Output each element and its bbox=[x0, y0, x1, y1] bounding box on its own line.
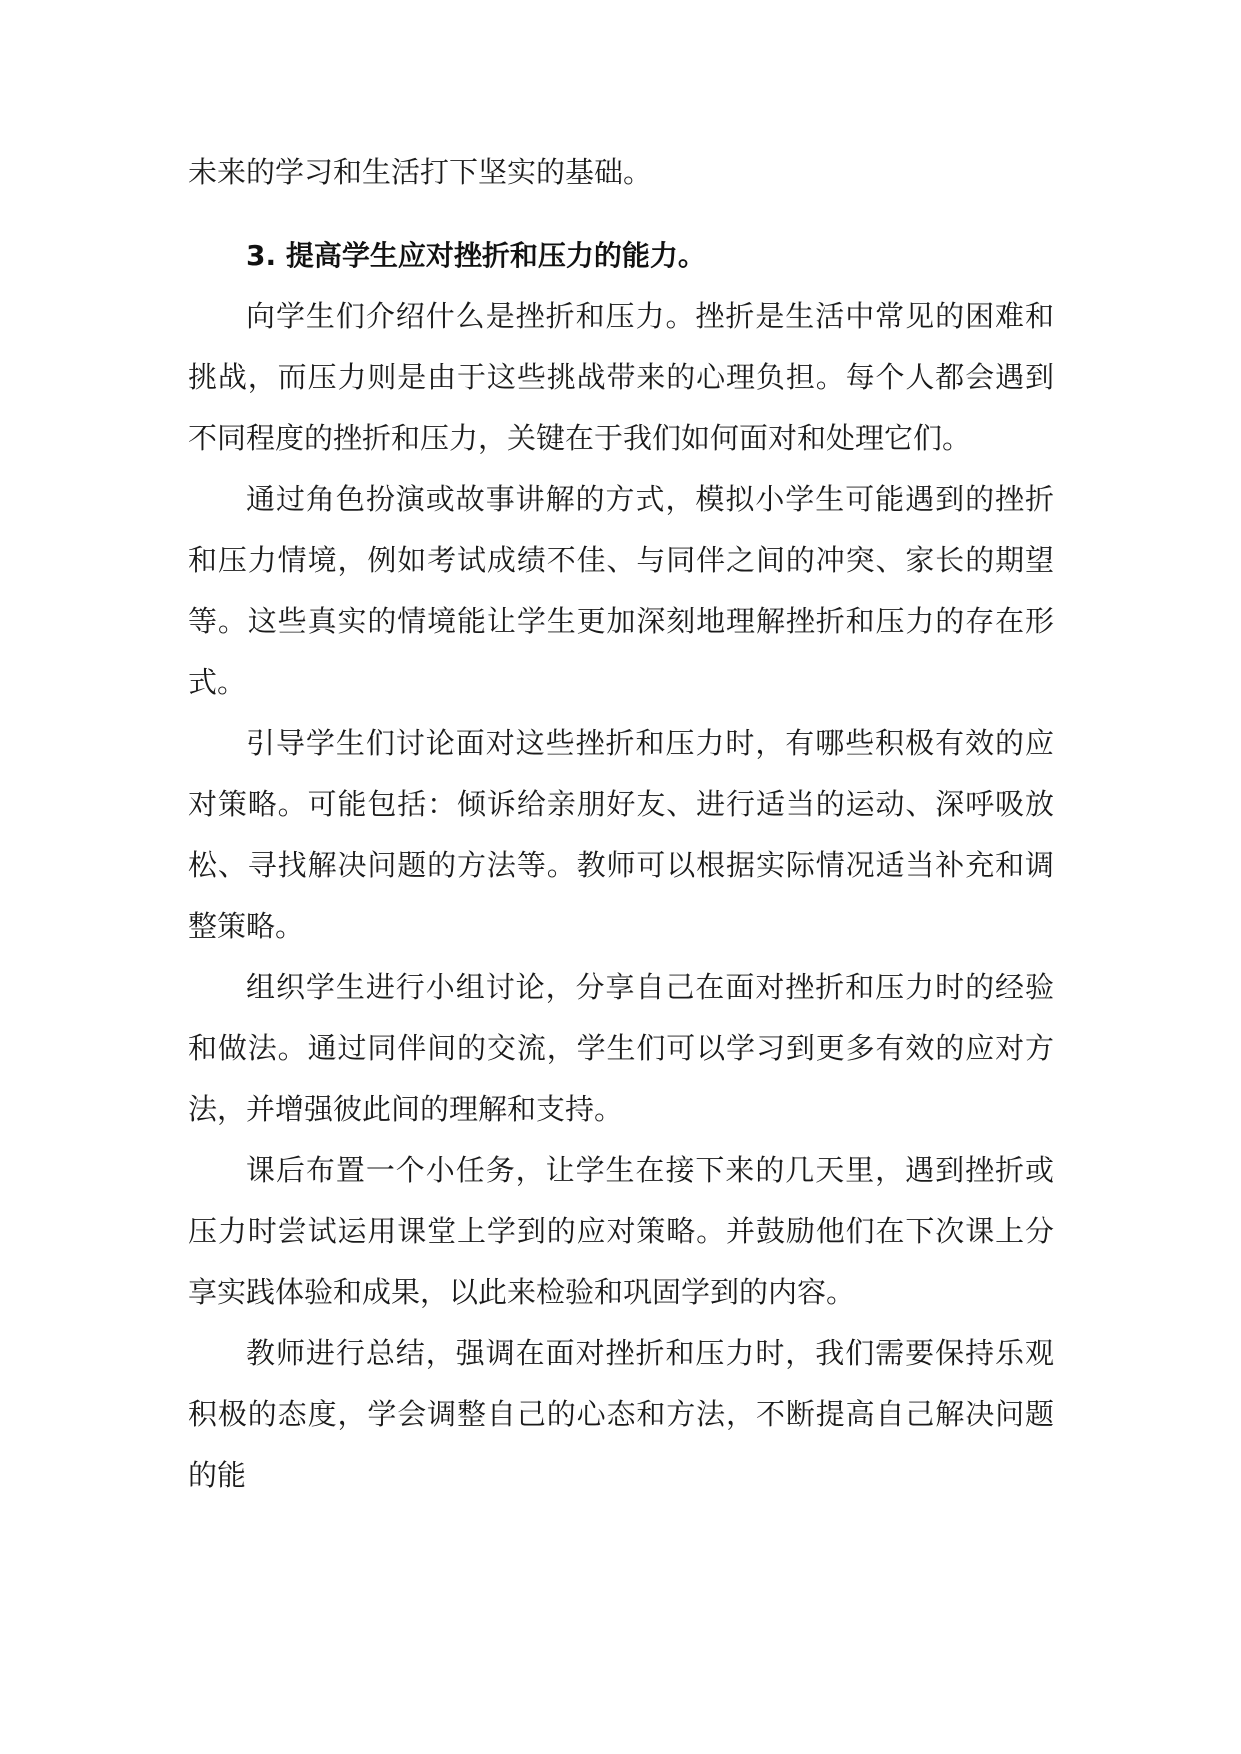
section-heading: 3. 提高学生应对挫折和压力的能力。 bbox=[246, 239, 706, 272]
paragraph-teacher-summary: 教师进行总结，强调在面对挫折和压力时，我们需要保持乐观积极的态度，学会调整自己的心态和方法，不断提高自己解决问题的能 bbox=[188, 1336, 1054, 1492]
paragraph-introduce-frustration: 向学生们介绍什么是挫折和压力。挫折是生活中常见的困难和挑战，而压力则是由于这些挑战带来的心理负担。每个人都会遇到不同程度的挫折和压力，关键在于我们如何面对和处理它们。 bbox=[188, 299, 1054, 455]
paragraph-coping-strategies: 引导学生们讨论面对这些挫折和压力时，有哪些积极有效的应对策略。可能包括：倾诉给亲朋好友、进行适当的运动、深呼吸放松、寻找解决问题的方法等。教师可以根据实际情况适当补充和调整策略。 bbox=[188, 726, 1054, 943]
document-body bbox=[188, 142, 1054, 1506]
paragraph-homework-task: 课后布置一个小任务，让学生在接下来的几天里，遇到挫折或压力时尝试运用课堂上学到的应对策略。并鼓励他们在下次课上分享实践体验和成果，以此来检验和巩固学到的内容。 bbox=[188, 1153, 1054, 1309]
paragraph-role-play: 通过角色扮演或故事讲解的方式，模拟小学生可能遇到的挫折和压力情境，例如考试成绩不佳、与同伴之间的冲突、家长的期望等。这些真实的情境能让学生更加深刻地理解挫折和压力的存在形式。 bbox=[188, 482, 1054, 699]
paragraph-continued: 未来的学习和生活打下坚实的基础。 bbox=[188, 155, 653, 189]
paragraph-group-discussion: 组织学生进行小组讨论，分享自己在面对挫折和压力时的经验和做法。通过同伴间的交流，学生们可以学习到更多有效的应对方法，并增强彼此间的理解和支持。 bbox=[188, 970, 1054, 1126]
